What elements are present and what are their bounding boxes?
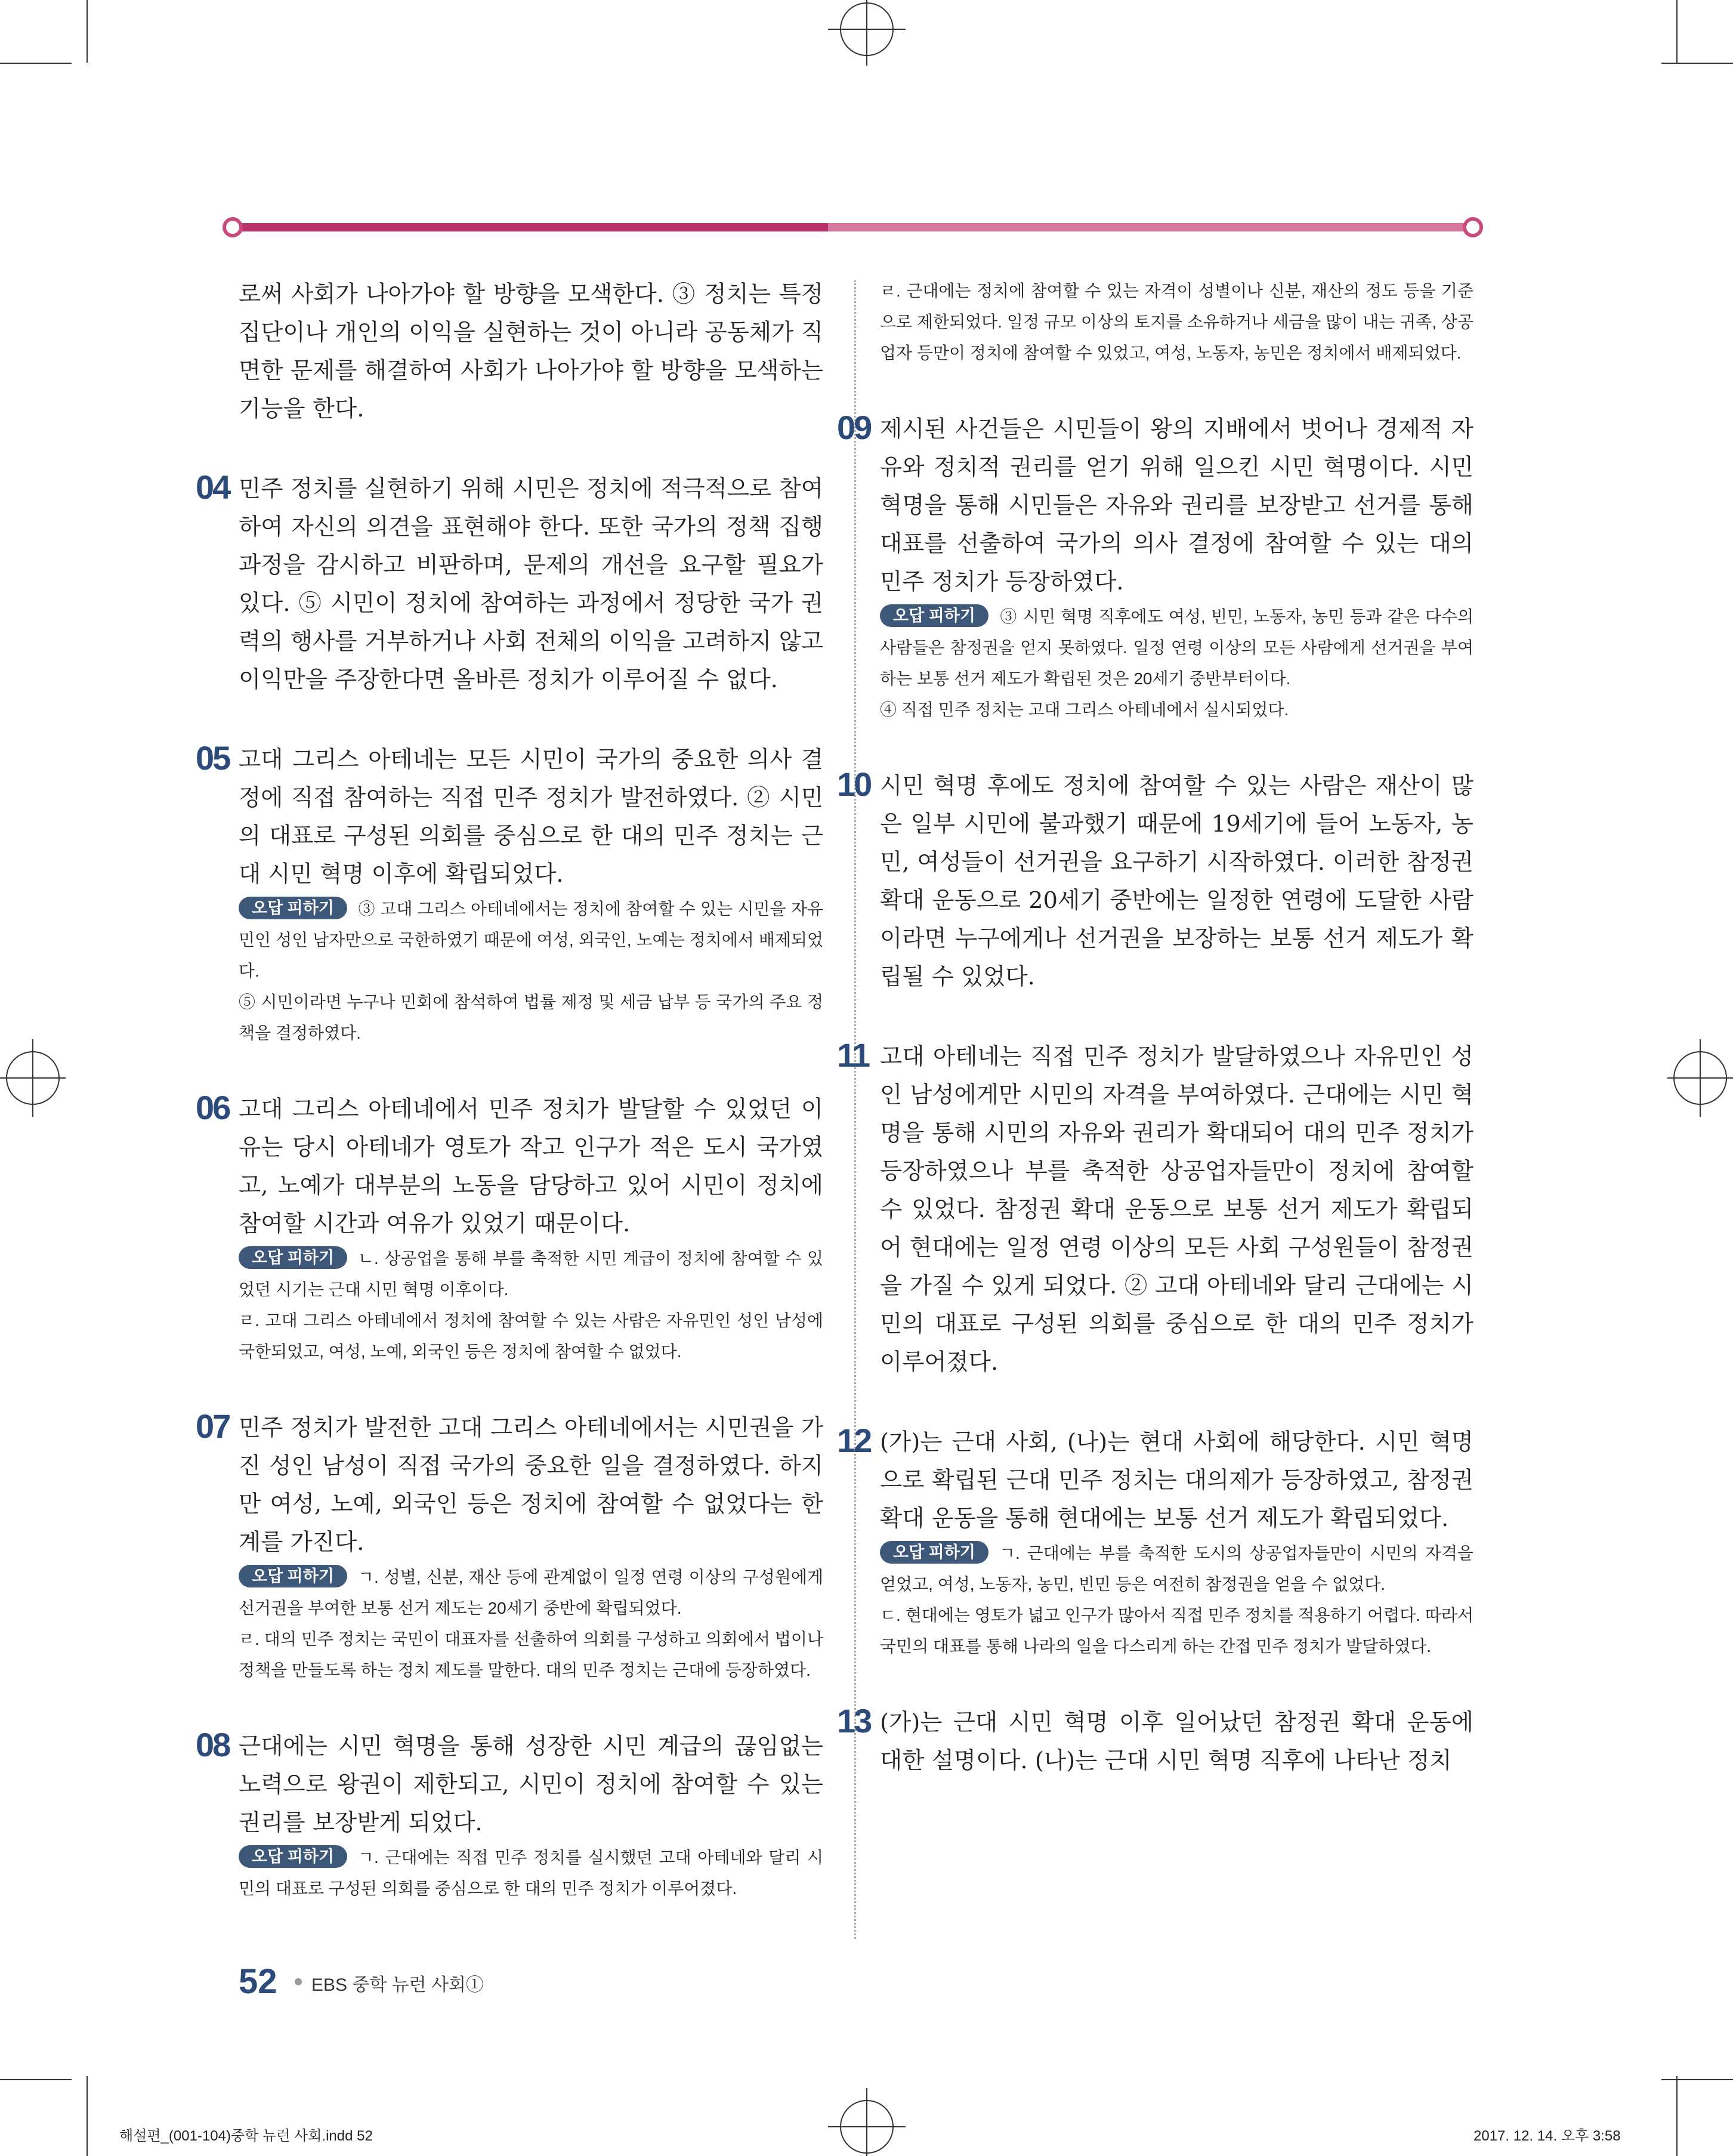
note-text: ③ 시민 혁명 직후에도 여성, 빈민, 노동자, 농민 등과 같은 다수의 사람들은 참정권을 얻지 못하였다. 일정 연령 이상의 모든 사람에게 선거권을 부여하는 보통 선거 제도가 확립된 것은 20세기 중반부터이다. [880,607,1473,688]
crop-mark-bottom-left-h [0,2079,72,2080]
answer-item-06 [196,1089,823,1367]
wrong-answer-badge: 오답 피하기 [239,1845,347,1868]
crop-mark-top-right-h [1661,63,1733,64]
item-number: 07 [196,1407,230,1445]
item-number: 06 [196,1089,230,1126]
note-text-2: ㄹ. 대의 민주 정치는 국민이 대표자를 선출하여 의회를 구성하고 의회에서 법이나 정책을 만들도록 하는 정치 제도를 말한다. 대의 민주 정치는 근대에 등장하였다. [239,1630,823,1679]
column-divider [854,280,856,1939]
left-column [196,276,823,1946]
page-number: 52 [239,1962,277,2001]
item-text: 제시된 사건들은 시민들이 왕의 지배에서 벗어나 경제적 자유와 정치적 권리를 얻기 위해 일으킨 시민 혁명이다. 시민 혁명을 통해 시민들은 자유와 권리를 보장받고 선거를 통해 대표를 선출하여 국가의 의사 결정에 참여할 수 있는 대의 민주 정치가 등장하였다. [880,416,1473,595]
item-number: 10 [837,765,871,803]
answer-item-08 [196,1726,823,1904]
answer-item-04 [196,468,823,699]
note-text-2: ④ 직접 민주 정치는 고대 그리스 아테네에서 실시되었다. [880,700,1289,719]
item-number: 05 [196,739,230,777]
answer-item-07 [196,1407,823,1686]
wrong-answer-badge: 오답 피하기 [880,1541,988,1564]
note-text-2: ⑤ 시민이라면 누구나 민회에 참석하여 법률 제정 및 세금 납부 등 국가의 주요 정책을 결정하였다. [239,993,823,1042]
print-slug-file: 해설편_(001-104)중학 뉴런 사회.indd 52 [119,2128,373,2144]
wrong-answer-note [239,1562,823,1624]
crop-mark-bottom-right-h [1661,2079,1733,2080]
header-bar-left-dot [223,217,243,237]
wrong-answer-badge: 오답 피하기 [239,897,347,919]
note-text: ㄱ. 근대에는 직접 민주 정치를 실시했던 고대 아테네와 달리 시민의 대표로 구성된 의회를 중심으로 한 대의 민주 정치가 이루어졌다. [239,1848,823,1898]
answer-item-12 [837,1422,1473,1662]
header-bar-right-dot [1463,217,1483,237]
crop-mark-top-left-v [87,0,88,63]
item-text: (가)는 근대 시민 혁명 이후 일어났던 참정권 확대 운동에 대한 설명이다. (나)는 근대 시민 혁명 직후에 나타난 정치 [880,1709,1473,1774]
wrong-answer-badge: 오답 피하기 [880,604,988,627]
answer-item-11 [837,1036,1473,1382]
note-text: ㄴ. 상공업을 통해 부를 축적한 시민 계급이 정치에 참여할 수 있었던 시기는 근대 시민 혁명 이후이다. [239,1249,823,1299]
note-text-2: ㄹ. 고대 그리스 아테네에서 정치에 참여할 수 있는 사람은 자유민인 성인 남성에 국한되었고, 여성, 노예, 외국인 등은 정치에 참여할 수 없었다. [239,1311,823,1361]
answer-item-10 [837,765,1473,996]
note-text: ㄱ. 성별, 신분, 재산 등에 관계없이 일정 연령 이상의 구성원에게 선거권을 부여한 보통 선거 제도는 20세기 중반에 확립되었다. [239,1568,823,1617]
wrong-answer-note [239,1842,823,1904]
item-number: 11 [837,1036,869,1074]
wrong-answer-note [880,1538,1473,1600]
item-number: 08 [196,1726,230,1763]
wrong-answer-note [239,894,823,987]
answer-item-05 [196,739,823,1049]
crop-mark-bottom-right-v [1676,2076,1678,2156]
right-column [837,276,1473,1822]
wrong-answer-badge: 오답 피하기 [239,1565,347,1587]
note-text-2: ㄷ. 현대에는 영토가 넓고 인구가 많아서 직접 민주 정치를 적용하기 어렵다. 따라서 국민의 대표를 통해 나라의 일을 다스리게 하는 간접 민주 정치가 발달하였다. [880,1606,1473,1655]
item-text: 시민 혁명 후에도 정치에 참여할 수 있는 사람은 재산이 많은 일부 시민에 불과했기 때문에 19세기에 들어 노동자, 농민, 여성들이 선거권을 요구하기 시작하였다. 이러한 참정권 확대 운동으로 20세기 중반에는 일정한 연령에 도달한 사람이라면 누구에게나 선거권을 보장하는 보통 선거 제도가 확립될 수 있었다. [880,773,1473,990]
answer-item-13 [837,1702,1473,1780]
crop-mark-top-right-v [1676,0,1678,63]
item-number: 04 [196,468,230,506]
wrong-answer-note [880,601,1473,694]
note-text: ㄱ. 근대에는 부를 축적한 도시의 상공업자들만이 시민의 자격을 얻었고, 여성, 노동자, 농민, 빈민 등은 여전히 참정권을 얻을 수 없었다. [880,1544,1473,1593]
item-text: 고대 그리스 아테네는 모든 시민이 국가의 중요한 의사 결정에 직접 참여하는 직접 민주 정치가 발전하였다. ② 시민의 대표로 구성된 의회를 중심으로 한 대의 민주 정치는 근대 시민 혁명 이후에 확립되었다. [239,746,823,888]
print-slug-date: 2017. 12. 14. 오후 3:58 [1473,2128,1621,2144]
item-number: 13 [837,1702,871,1740]
crop-mark-top-left-h [0,63,72,64]
note-text: ③ 고대 그리스 아테네에서는 정치에 참여할 수 있는 시민을 자유민인 성인 남자만으로 국한하였기 때문에 여성, 외국인, 노예는 정치에서 배제되었다. [239,900,823,980]
item-text: 민주 정치가 발전한 고대 그리스 아테네에서는 시민권을 가진 성인 남성이 직접 국가의 중요한 일을 결정하였다. 하지만 여성, 노예, 외국인 등은 정치에 참여할 수 없었다는 한계를 가진다. [239,1414,823,1556]
item-text: 고대 그리스 아테네에서 민주 정치가 발달할 수 있었던 이유는 당시 아테네가 영토가 작고 인구가 적은 도시 국가였고, 노예가 대부분의 노동을 담당하고 있어 시민이 정치에 참여할 시간과 여유가 있었기 때문이다. [239,1096,823,1237]
crop-mark-bottom-left-v [87,2076,88,2156]
wrong-answer-badge: 오답 피하기 [239,1246,347,1269]
answer-item-09 [837,409,1473,725]
item-number: 09 [837,409,871,446]
continued-paragraph: 로써 사회가 나아가야 할 방향을 모색한다. ③ 정치는 특정 집단이나 개인의 이익을 실현하는 것이 아니라 공동체가 직면한 문제를 해결하여 사회가 나아가야 할 방향을 모색하는 기능을 한다. [239,281,823,422]
item-text: 고대 아테네는 직접 민주 정치가 발달하였으나 자유민인 성인 남성에게만 시민의 자격을 부여하였다. 근대에는 시민 혁명을 통해 시민의 자유와 권리가 확대되어 대의 민주 정치가 등장하였으나 부를 축적한 상공업자들만이 정치에 참여할 수 있었다. 참정권 확대 운동으로 보통 선거 제도가 확립되어 현대에는 일정 연령 이상의 모든 사회 구성원들이 참정권을 가질 수 있게 되었다. ② 고대 아테네와 달리 근대에는 시민의 대표로 구성된 의회를 중심으로 한 대의 민주 정치가 이루어졌다. [880,1043,1473,1376]
item-text: (가)는 근대 사회, (나)는 현대 사회에 해당한다. 시민 혁명으로 확립된 근대 민주 정치는 대의제가 등장하였고, 참정권 확대 운동을 통해 현대에는 보통 선거 제도가 확립되었다. [880,1429,1473,1532]
footer-bullet-icon [295,1978,302,1985]
header-bar [230,223,1476,231]
item-number: 12 [837,1422,871,1459]
continued-note: ㄹ. 근대에는 정치에 참여할 수 있는 자격이 성별이나 신분, 재산의 정도 등을 기준으로 제한되었다. 일정 규모 이상의 토지를 소유하거나 세금을 많이 내는 귀족, 상공업자 등만이 정치에 참여할 수 있었고, 여성, 노동자, 농민은 정치에서 배제되었다. [880,282,1473,362]
item-text: 민주 정치를 실현하기 위해 시민은 정치에 적극적으로 참여하여 자신의 의견을 표현해야 한다. 또한 국가의 정책 집행 과정을 감시하고 비판하며, 문제의 개선을 요구할 필요가 있다. ⑤ 시민이 정치에 참여하는 과정에서 정당한 국가 권력의 행사를 거부하거나 사회 전체의 이익을 고려하지 않고 이익만을 주장한다면 올바른 정치가 이루어질 수 없다. [239,475,823,693]
book-title: EBS 중학 뉴런 사회① [311,1975,484,1995]
item-text: 근대에는 시민 혁명을 통해 성장한 시민 계급의 끊임없는 노력으로 왕권이 제한되고, 시민이 정치에 참여할 수 있는 권리를 보장받게 되었다. [239,1733,823,1836]
wrong-answer-note [239,1243,823,1305]
